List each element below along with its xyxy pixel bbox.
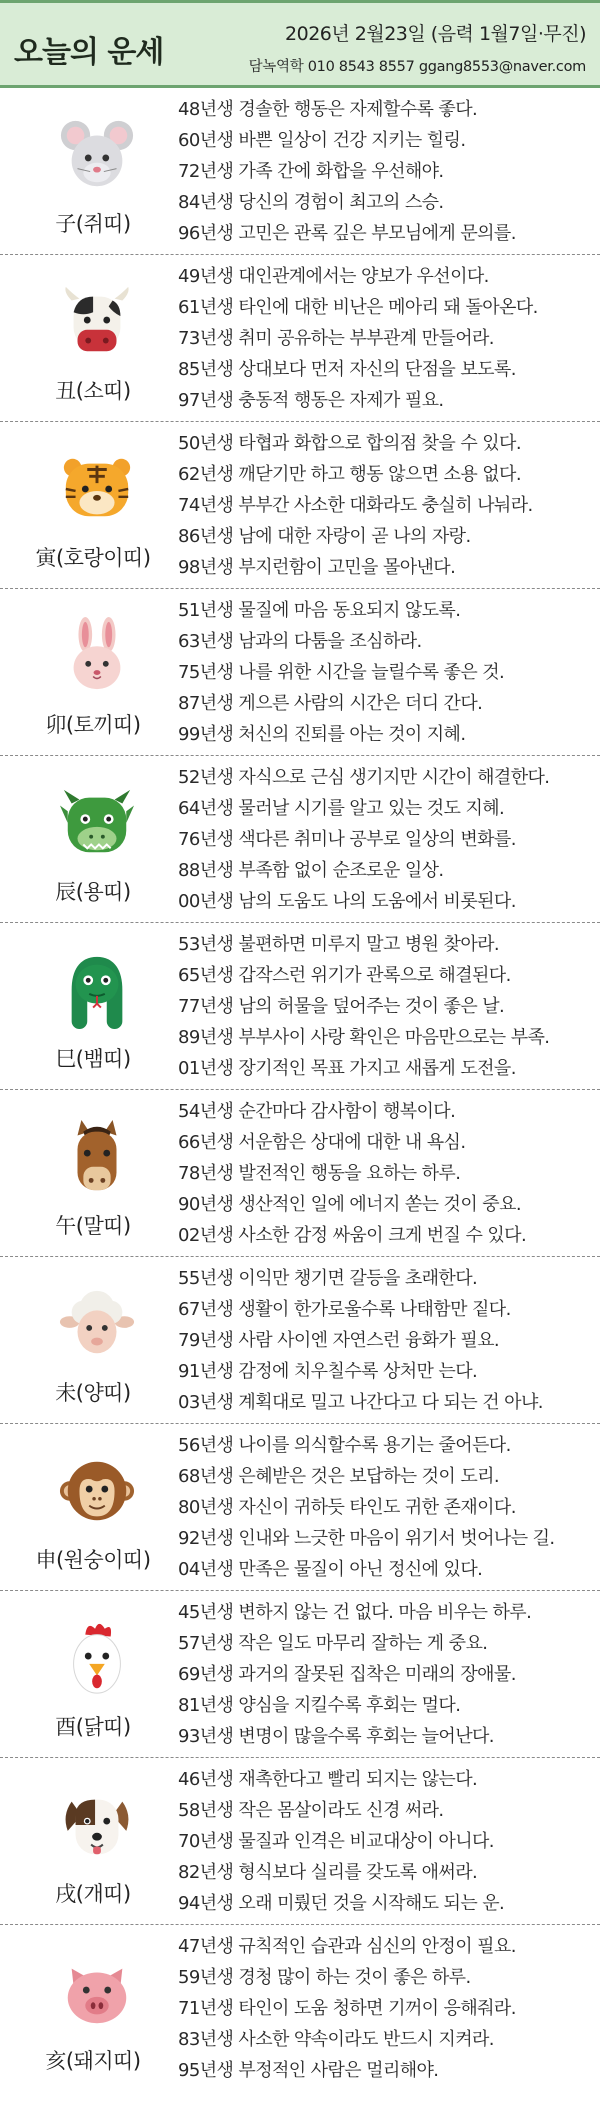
fortune-line: 48년생 경솔한 행동은 자제할수록 좋다.: [178, 99, 478, 120]
zodiac-animal: [8, 255, 168, 422]
fortune-line: 46년생 재촉한다고 빨리 되지는 않는다.: [178, 1769, 478, 1790]
fortune-line: 50년생 타협과 화합으로 합의점 찾을 수 있다.: [178, 433, 521, 454]
sheep-icon: [58, 1285, 136, 1363]
dragon-icon: [58, 784, 136, 862]
zodiac-sections: [0, 88, 600, 2092]
fortune-lines: [178, 94, 592, 249]
fortune-lines: [178, 929, 592, 1084]
fortune-line: 01년생 장기적인 목표 가지고 새롭게 도전을.: [178, 1058, 516, 1079]
zodiac-label: 午(말띠): [55, 1214, 131, 1238]
fortune-line: 49년생 대인관계에서는 양보가 우선이다.: [178, 266, 489, 287]
rooster-icon: [58, 1619, 136, 1697]
fortune-line: 59년생 경청 많이 하는 것이 좋은 하루.: [178, 1967, 471, 1988]
fortune-line: 62년생 깨닫기만 하고 행동 않으면 소용 없다.: [178, 464, 521, 485]
zodiac-label: 辰(용띠): [55, 880, 131, 904]
fortune-line: 70년생 물질과 인격은 비교대상이 아니다.: [178, 1831, 494, 1852]
fortune-line: 89년생 부부사이 사랑 확인은 마음만으로는 부족.: [178, 1027, 550, 1048]
zodiac-label: 亥(돼지띠): [45, 2049, 141, 2073]
fortune-line: 87년생 게으른 사람의 시간은 더디 간다.: [178, 693, 483, 714]
zodiac-animal: [8, 1925, 168, 2092]
fortune-lines: [178, 762, 592, 917]
fortune-line: 96년생 고민은 관록 깊은 부모님에게 문의를.: [178, 223, 516, 244]
zodiac-animal: [8, 1758, 168, 1925]
date-line: 2026년 2월23일 (음력 1월7일·무진): [285, 23, 586, 45]
fortune-line: 02년생 사소한 감정 싸움이 크게 번질 수 있다.: [178, 1225, 527, 1246]
fortune-line: 74년생 부부간 사소한 대화라도 충실히 나눠라.: [178, 495, 533, 516]
fortune-line: 54년생 순간마다 감사함이 행복이다.: [178, 1101, 456, 1122]
fortune-line: 45년생 변하지 않는 건 없다. 마음 비우는 하루.: [178, 1602, 532, 1623]
zodiac-animal: [8, 589, 168, 756]
fortune-line: 61년생 타인에 대한 비난은 메아리 돼 돌아온다.: [178, 297, 538, 318]
fortune-line: 78년생 발전적인 행동을 요하는 하루.: [178, 1163, 461, 1184]
fortune-line: 94년생 오래 미뤘던 것을 시작해도 되는 운.: [178, 1893, 505, 1914]
zodiac-section-ox: [0, 255, 600, 422]
contact-line: 담녹역학 010 8543 8557 ggang8553@naver.com: [248, 59, 586, 75]
ox-icon: [58, 283, 136, 361]
fortune-line: 52년생 자식으로 근심 생기지만 시간이 해결한다.: [178, 767, 550, 788]
fortune-line: 81년생 양심을 지킬수록 후회는 멀다.: [178, 1695, 461, 1716]
fortune-line: 98년생 부지런함이 고민을 몰아낸다.: [178, 557, 456, 578]
fortune-line: 92년생 인내와 느긋한 마음이 위기서 벗어나는 길.: [178, 1528, 555, 1549]
fortune-lines: [178, 1096, 592, 1251]
header: [0, 0, 600, 88]
zodiac-animal: [8, 1257, 168, 1424]
zodiac-label: 申(원숭이띠): [35, 1548, 151, 1572]
fortune-line: 69년생 과거의 잘못된 집착은 미래의 장애물.: [178, 1664, 516, 1685]
fortune-line: 00년생 남의 도움도 나의 도움에서 비롯된다.: [178, 891, 516, 912]
rat-icon: [58, 116, 136, 194]
zodiac-label: 子(쥐띠): [55, 212, 131, 236]
zodiac-animal: [8, 1591, 168, 1758]
fortune-line: 75년생 나를 위한 시간을 늘릴수록 좋은 것.: [178, 662, 505, 683]
fortune-lines: [178, 1263, 592, 1418]
fortune-line: 91년생 감정에 치우칠수록 상처만 는다.: [178, 1361, 478, 1382]
fortune-line: 66년생 서운함은 상대에 대한 내 욕심.: [178, 1132, 466, 1153]
fortune-lines: [178, 428, 592, 583]
fortune-line: 85년생 상대보다 먼저 자신의 단점을 보도록.: [178, 359, 516, 380]
zodiac-animal: [8, 422, 168, 589]
zodiac-section-tiger: [0, 422, 600, 589]
fortune-line: 71년생 타인이 도움 청하면 기꺼이 응해줘라.: [178, 1998, 516, 2019]
fortune-line: 57년생 작은 일도 마무리 잘하는 게 중요.: [178, 1633, 488, 1654]
zodiac-animal: [8, 1424, 168, 1591]
zodiac-section-monkey: [0, 1424, 600, 1591]
zodiac-section-pig: [0, 1925, 600, 2092]
zodiac-label: 巳(뱀띠): [55, 1047, 131, 1071]
fortune-line: 04년생 만족은 물질이 아닌 정신에 있다.: [178, 1559, 483, 1580]
fortune-lines: [178, 1430, 592, 1585]
fortune-line: 53년생 불편하면 미루지 말고 병원 찾아라.: [178, 934, 500, 955]
zodiac-section-rabbit: [0, 589, 600, 756]
fortune-line: 90년생 생산적인 일에 에너지 쏟는 것이 중요.: [178, 1194, 521, 1215]
fortune-lines: [178, 1764, 592, 1919]
fortune-line: 97년생 충동적 행동은 자제가 필요.: [178, 390, 444, 411]
horse-icon: [58, 1118, 136, 1196]
fortune-line: 67년생 생활이 한가로울수록 나태함만 짙다.: [178, 1299, 511, 1320]
fortune-line: 47년생 규칙적인 습관과 심신의 안정이 필요.: [178, 1936, 516, 1957]
zodiac-label: 未(양띠): [55, 1381, 131, 1405]
fortune-line: 72년생 가족 간에 화합을 우선해야.: [178, 161, 444, 182]
pig-icon: [58, 1953, 136, 2031]
fortune-line: 56년생 나이를 의식할수록 용기는 줄어든다.: [178, 1435, 511, 1456]
zodiac-label: 寅(호랑이띠): [35, 546, 151, 570]
monkey-icon: [58, 1452, 136, 1530]
fortune-line: 63년생 남과의 다툼을 조심하라.: [178, 631, 422, 652]
zodiac-animal: [8, 756, 168, 923]
page-title: 오늘의 운세: [14, 35, 164, 70]
fortune-line: 65년생 갑작스런 위기가 관록으로 해결된다.: [178, 965, 511, 986]
zodiac-section-dog: [0, 1758, 600, 1925]
zodiac-animal: [8, 1090, 168, 1257]
zodiac-animal: [8, 923, 168, 1090]
fortune-line: 79년생 사람 사이엔 자연스런 융화가 필요.: [178, 1330, 500, 1351]
fortune-line: 93년생 변명이 많을수록 후회는 늘어난다.: [178, 1726, 494, 1747]
fortune-line: 88년생 부족함 없이 순조로운 일상.: [178, 860, 444, 881]
zodiac-section-snake: [0, 923, 600, 1090]
fortune-line: 83년생 사소한 약속이라도 반드시 지켜라.: [178, 2029, 494, 2050]
fortune-line: 82년생 형식보다 실리를 갖도록 애써라.: [178, 1862, 478, 1883]
fortune-line: 58년생 작은 몸살이라도 신경 써라.: [178, 1800, 444, 1821]
zodiac-label: 酉(닭띠): [55, 1715, 131, 1739]
zodiac-section-horse: [0, 1090, 600, 1257]
fortune-line: 80년생 자신이 귀하듯 타인도 귀한 존재이다.: [178, 1497, 516, 1518]
fortune-lines: [178, 1931, 592, 2086]
zodiac-label: 丑(소띠): [55, 379, 131, 403]
zodiac-section-rat: [0, 88, 600, 255]
fortune-line: 95년생 부정적인 사람은 멀리해야.: [178, 2060, 439, 2081]
fortune-line: 73년생 취미 공유하는 부부관계 만들어라.: [178, 328, 494, 349]
fortune-lines: [178, 595, 592, 750]
fortune-line: 76년생 색다른 취미나 공부로 일상의 변화를.: [178, 829, 516, 850]
fortune-lines: [178, 1597, 592, 1752]
zodiac-label: 戌(개띠): [55, 1882, 131, 1906]
zodiac-section-dragon: [0, 756, 600, 923]
rabbit-icon: [58, 617, 136, 695]
fortune-line: 60년생 바쁜 일상이 건강 지키는 힐링.: [178, 130, 466, 151]
fortune-line: 77년생 남의 허물을 덮어주는 것이 좋은 날.: [178, 996, 505, 1017]
zodiac-section-sheep: [0, 1257, 600, 1424]
fortune-line: 64년생 물러날 시기를 알고 있는 것도 지혜.: [178, 798, 505, 819]
fortune-lines: [178, 261, 592, 416]
dog-icon: [58, 1786, 136, 1864]
fortune-line: 51년생 물질에 마음 동요되지 않도록.: [178, 600, 461, 621]
fortune-line: 86년생 남에 대한 자랑이 곧 나의 자랑.: [178, 526, 471, 547]
zodiac-animal: [8, 88, 168, 255]
fortune-line: 55년생 이익만 챙기면 갈등을 초래한다.: [178, 1268, 478, 1289]
zodiac-section-rooster: [0, 1591, 600, 1758]
fortune-line: 99년생 처신의 진퇴를 아는 것이 지혜.: [178, 724, 466, 745]
zodiac-label: 卯(토끼띠): [45, 713, 141, 737]
fortune-line: 68년생 은혜받은 것은 보답하는 것이 도리.: [178, 1466, 500, 1487]
fortune-line: 03년생 계획대로 밀고 나간다고 다 되는 건 아냐.: [178, 1392, 543, 1413]
tiger-icon: [58, 450, 136, 528]
snake-icon: [58, 951, 136, 1029]
fortune-line: 84년생 당신의 경험이 최고의 스승.: [178, 192, 444, 213]
